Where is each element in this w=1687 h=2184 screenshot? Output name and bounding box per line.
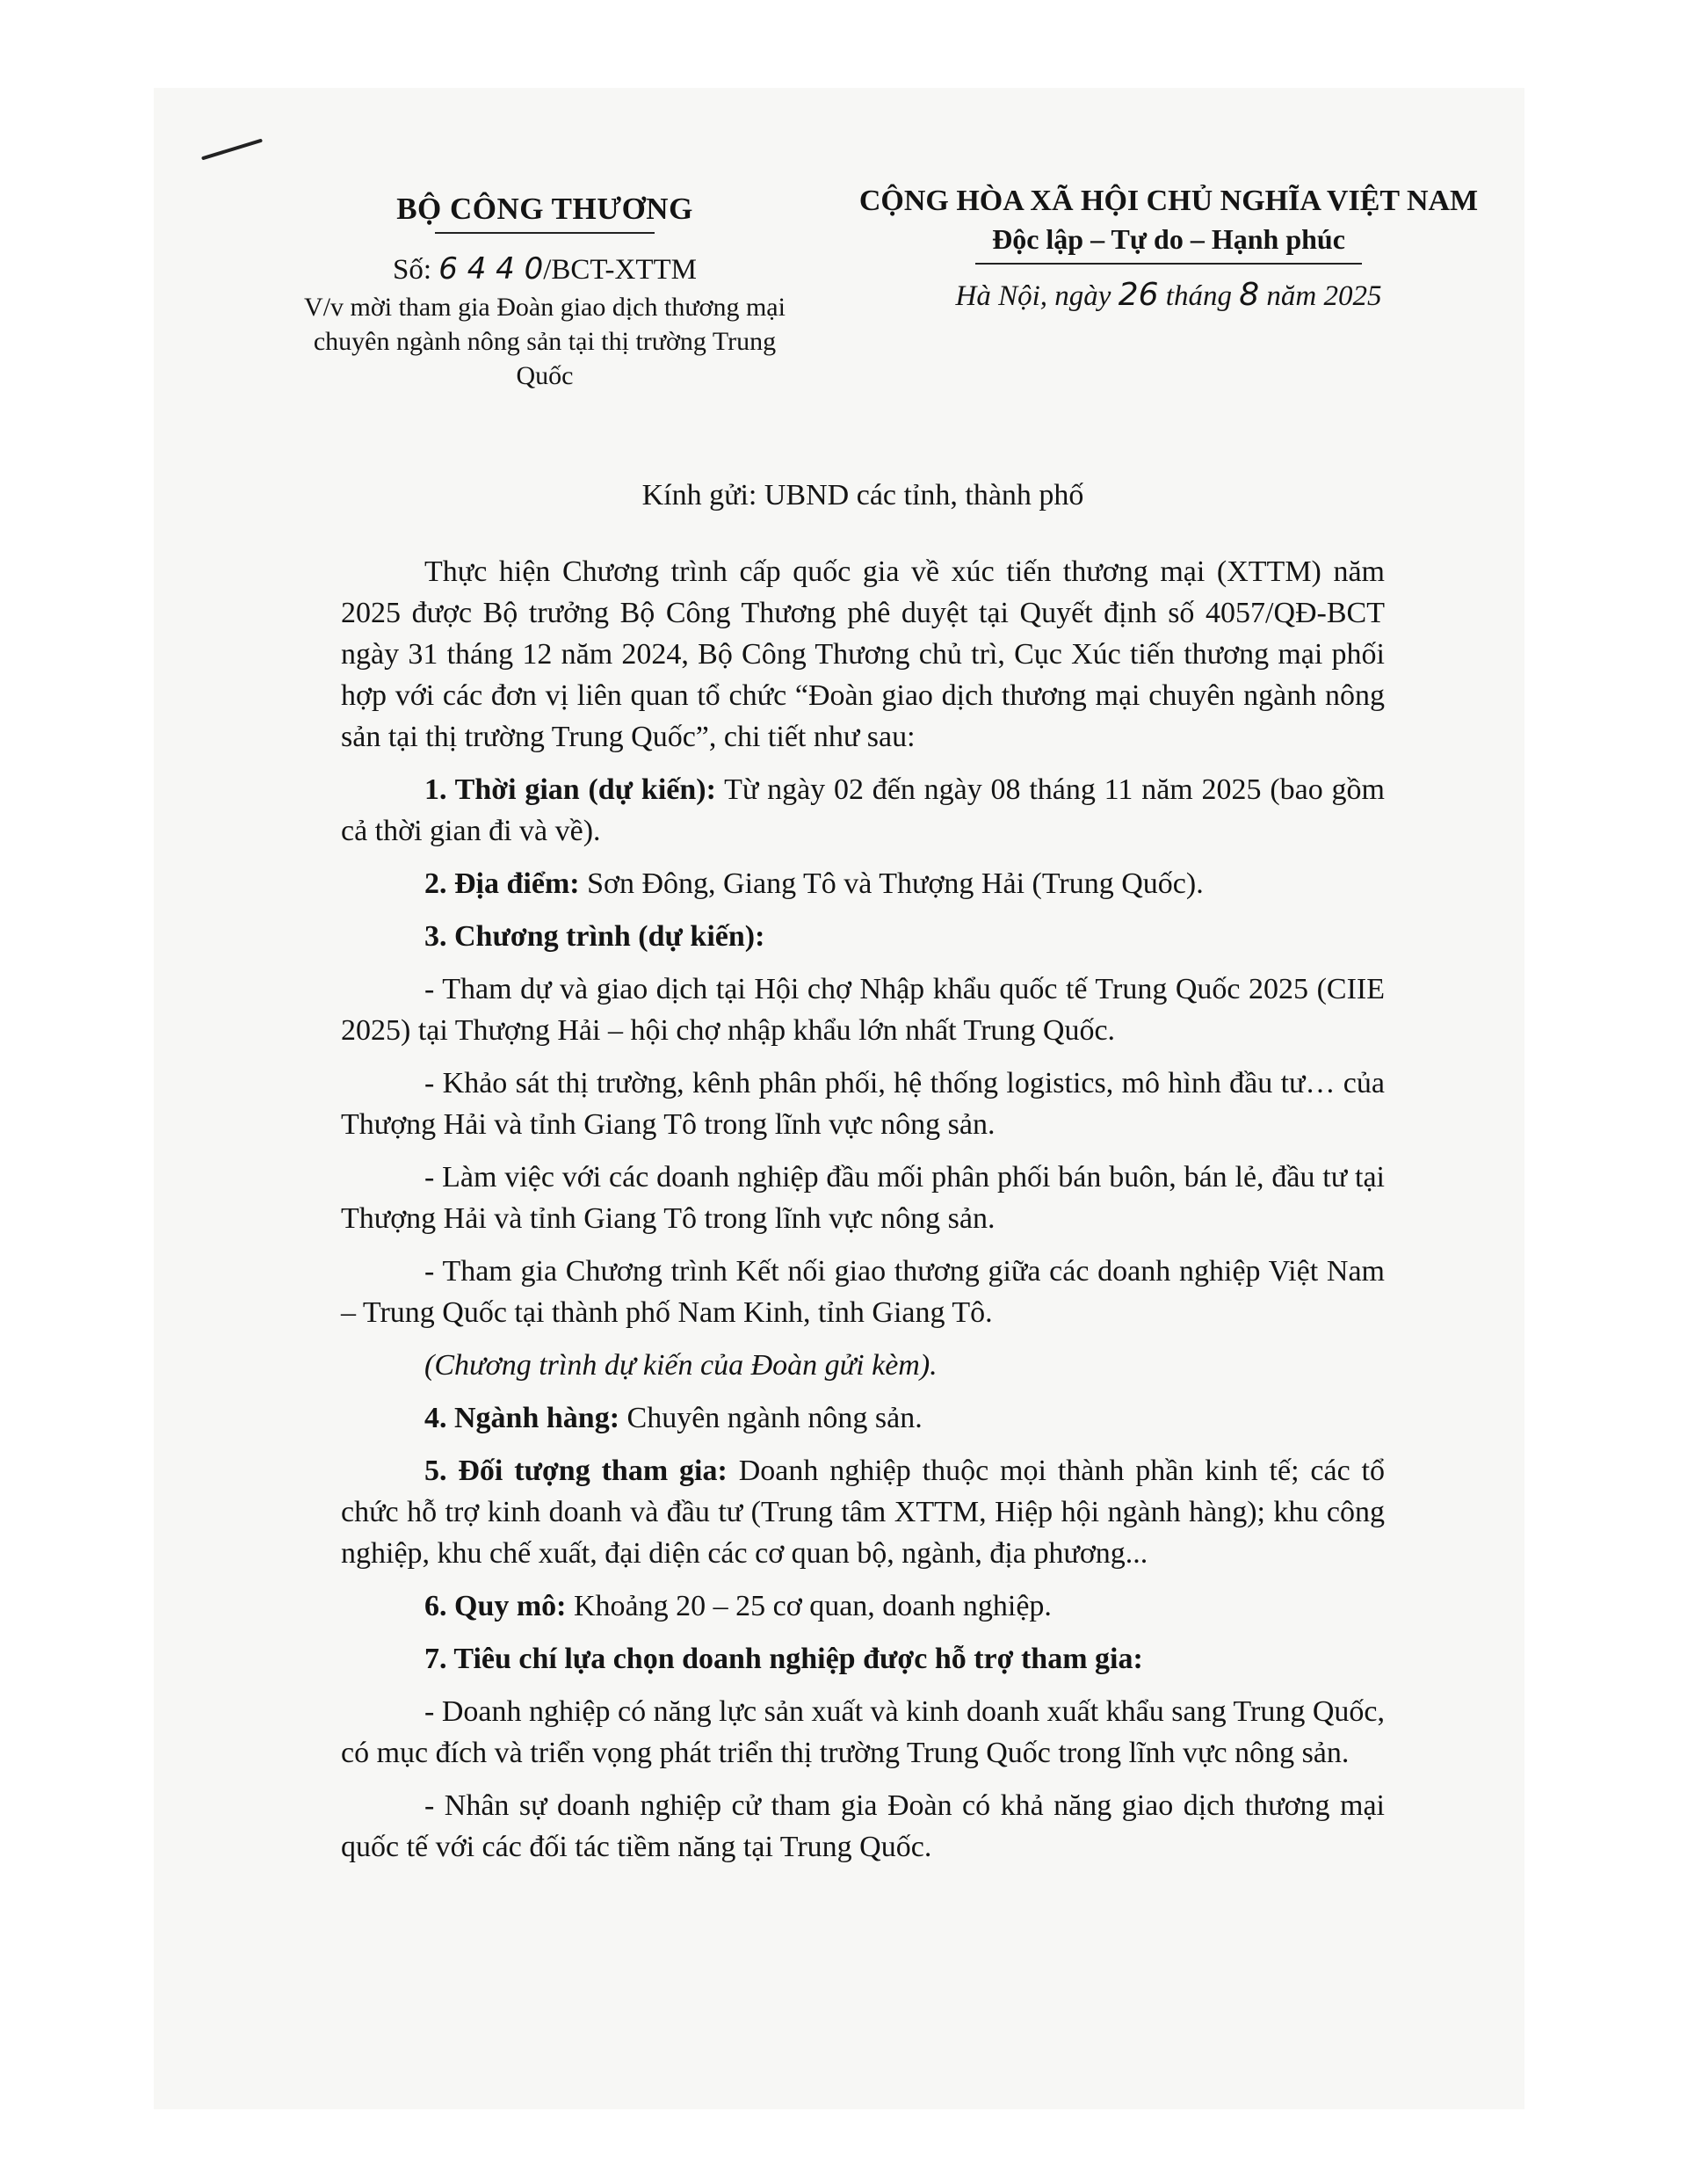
date-month: 8 [1239,277,1260,313]
doc-number-prefix: Số: [392,254,439,286]
section-6-label: 6. Quy mô: [424,1590,567,1622]
section-3 [341,916,1385,957]
date-place: Hà Nội, ngày [955,280,1119,312]
program-item: - Làm việc với các doanh nghiệp đầu mối phân phối bán buôn, bán lẻ, đầu tư tại Thượng Hải và tỉnh Giang Tô trong lĩnh vực nông sản. [341,1161,1385,1235]
section-5-text: Doanh nghiệp thuộc mọi thành phần kinh tế; các tổ chức hỗ trợ kinh doanh và đầu tư (Trung tâm XTTM, Hiệp hội ngành hàng); khu công nghiệp, khu chế xuất, đại diện các cơ quan bộ, ngành, địa phương... [341,1455,1385,1570]
program-item: - Tham dự và giao dịch tại Hội chợ Nhập khẩu quốc tế Trung Quốc 2025 (CIIE 2025) tại Thượng Hải – hội chợ nhập khẩu lớn nhất Trung Quốc. [341,973,1385,1047]
section-2-text: Sơn Đông, Giang Tô và Thượng Hải (Trung Quốc). [579,867,1204,900]
date-year: năm 2025 [1259,280,1382,312]
section-5-label: 5. Đối tượng tham gia: [424,1455,728,1487]
program-item: - Khảo sát thị trường, kênh phân phối, hệ thống logistics, mô hình đầu tư… của Thượng Hải và tỉnh Giang Tô trong lĩnh vực nông sản. [341,1067,1385,1141]
section-7 [341,1638,1385,1680]
section-7-label: 7. Tiêu chí lựa chọn doanh nghiệp được hỗ trợ tham gia: [424,1643,1143,1675]
section-4-text: Chuyên ngành nông sản. [619,1402,923,1434]
section-1-label: 1. Thời gian (dự kiến): [424,773,716,806]
motto-underline [975,263,1362,265]
section-4-label: 4. Ngành hàng: [424,1402,620,1434]
section-1-text: Từ ngày 02 đến ngày 08 tháng 11 năm 2025 (bao gồm cả thời gian đi và về). [341,773,1385,847]
salutation: Kính gửi: UBND các tỉnh, thành phố [641,479,1084,512]
date-month-label: tháng [1158,280,1240,312]
criteria-item: - Doanh nghiệp có năng lực sản xuất và kinh doanh xuất khẩu sang Trung Quốc, có mục đích và triển vọng phát triển thị trường Trung Quốc trong lĩnh vực nông sản. [341,1695,1386,1769]
section-1 [341,769,1385,852]
section-5 [341,1450,1385,1574]
section-3-label: 3. Chương trình (dự kiến): [424,920,765,953]
section-6-text: Khoảng 20 – 25 cơ quan, doanh nghiệp. [566,1590,1052,1622]
date-day: 26 [1118,277,1159,313]
issue-date [826,277,1511,313]
issuer-name: BỘ CÔNG THƯƠNG [396,192,693,226]
document-subject: V/v mời tham gia Đoàn giao dịch thương mại chuyên ngành nông sản tại thị trường Trung Quốc [304,293,786,390]
program-note: (Chương trình dự kiến của Đoàn gửi kèm). [424,1349,938,1382]
document-number [299,251,791,287]
national-header [826,185,1511,313]
program-item: - Tham gia Chương trình Kết nối giao thương giữa các doanh nghiệp Việt Nam – Trung Quốc tại thành phố Nam Kinh, tỉnh Giang Tô. [341,1255,1385,1329]
letter-body [341,475,1385,1879]
section-4 [341,1397,1385,1439]
section-2 [341,863,1385,904]
criteria-item: - Nhân sự doanh nghiệp cử tham gia Đoàn có khả năng giao dịch thương mại quốc tế với các đối tác tiềm năng tại Trung Quốc. [341,1789,1385,1863]
issuer-block [299,192,791,393]
national-motto: Độc lập – Tự do – Hạnh phúc [992,223,1345,255]
nation-name: CỘNG HÒA XÃ HỘI CHỦ NGHĨA VIỆT NAM [858,185,1479,217]
issuer-underline [435,232,655,234]
doc-number-suffix: /BCT-XTTM [543,254,698,286]
section-2-label: 2. Địa điểm: [424,867,580,900]
section-6 [341,1585,1385,1627]
intro-paragraph: Thực hiện Chương trình cấp quốc gia về xúc tiến thương mại (XTTM) năm 2025 được Bộ trưởng Bộ Công Thương phê duyệt tại Quyết định số 4057/QĐ-BCT ngày 31 tháng 12 năm 2024, Bộ Công Thương chủ trì, Cục Xúc tiến thương mại phối hợp với các đơn vị liên quan tổ chức “Đoàn giao dịch thương mại chuyên ngành nông sản tại thị trường Trung Quốc”, chi tiết như sau: [341,555,1385,753]
doc-number-handwritten: 6 4 4 0 [438,251,544,287]
